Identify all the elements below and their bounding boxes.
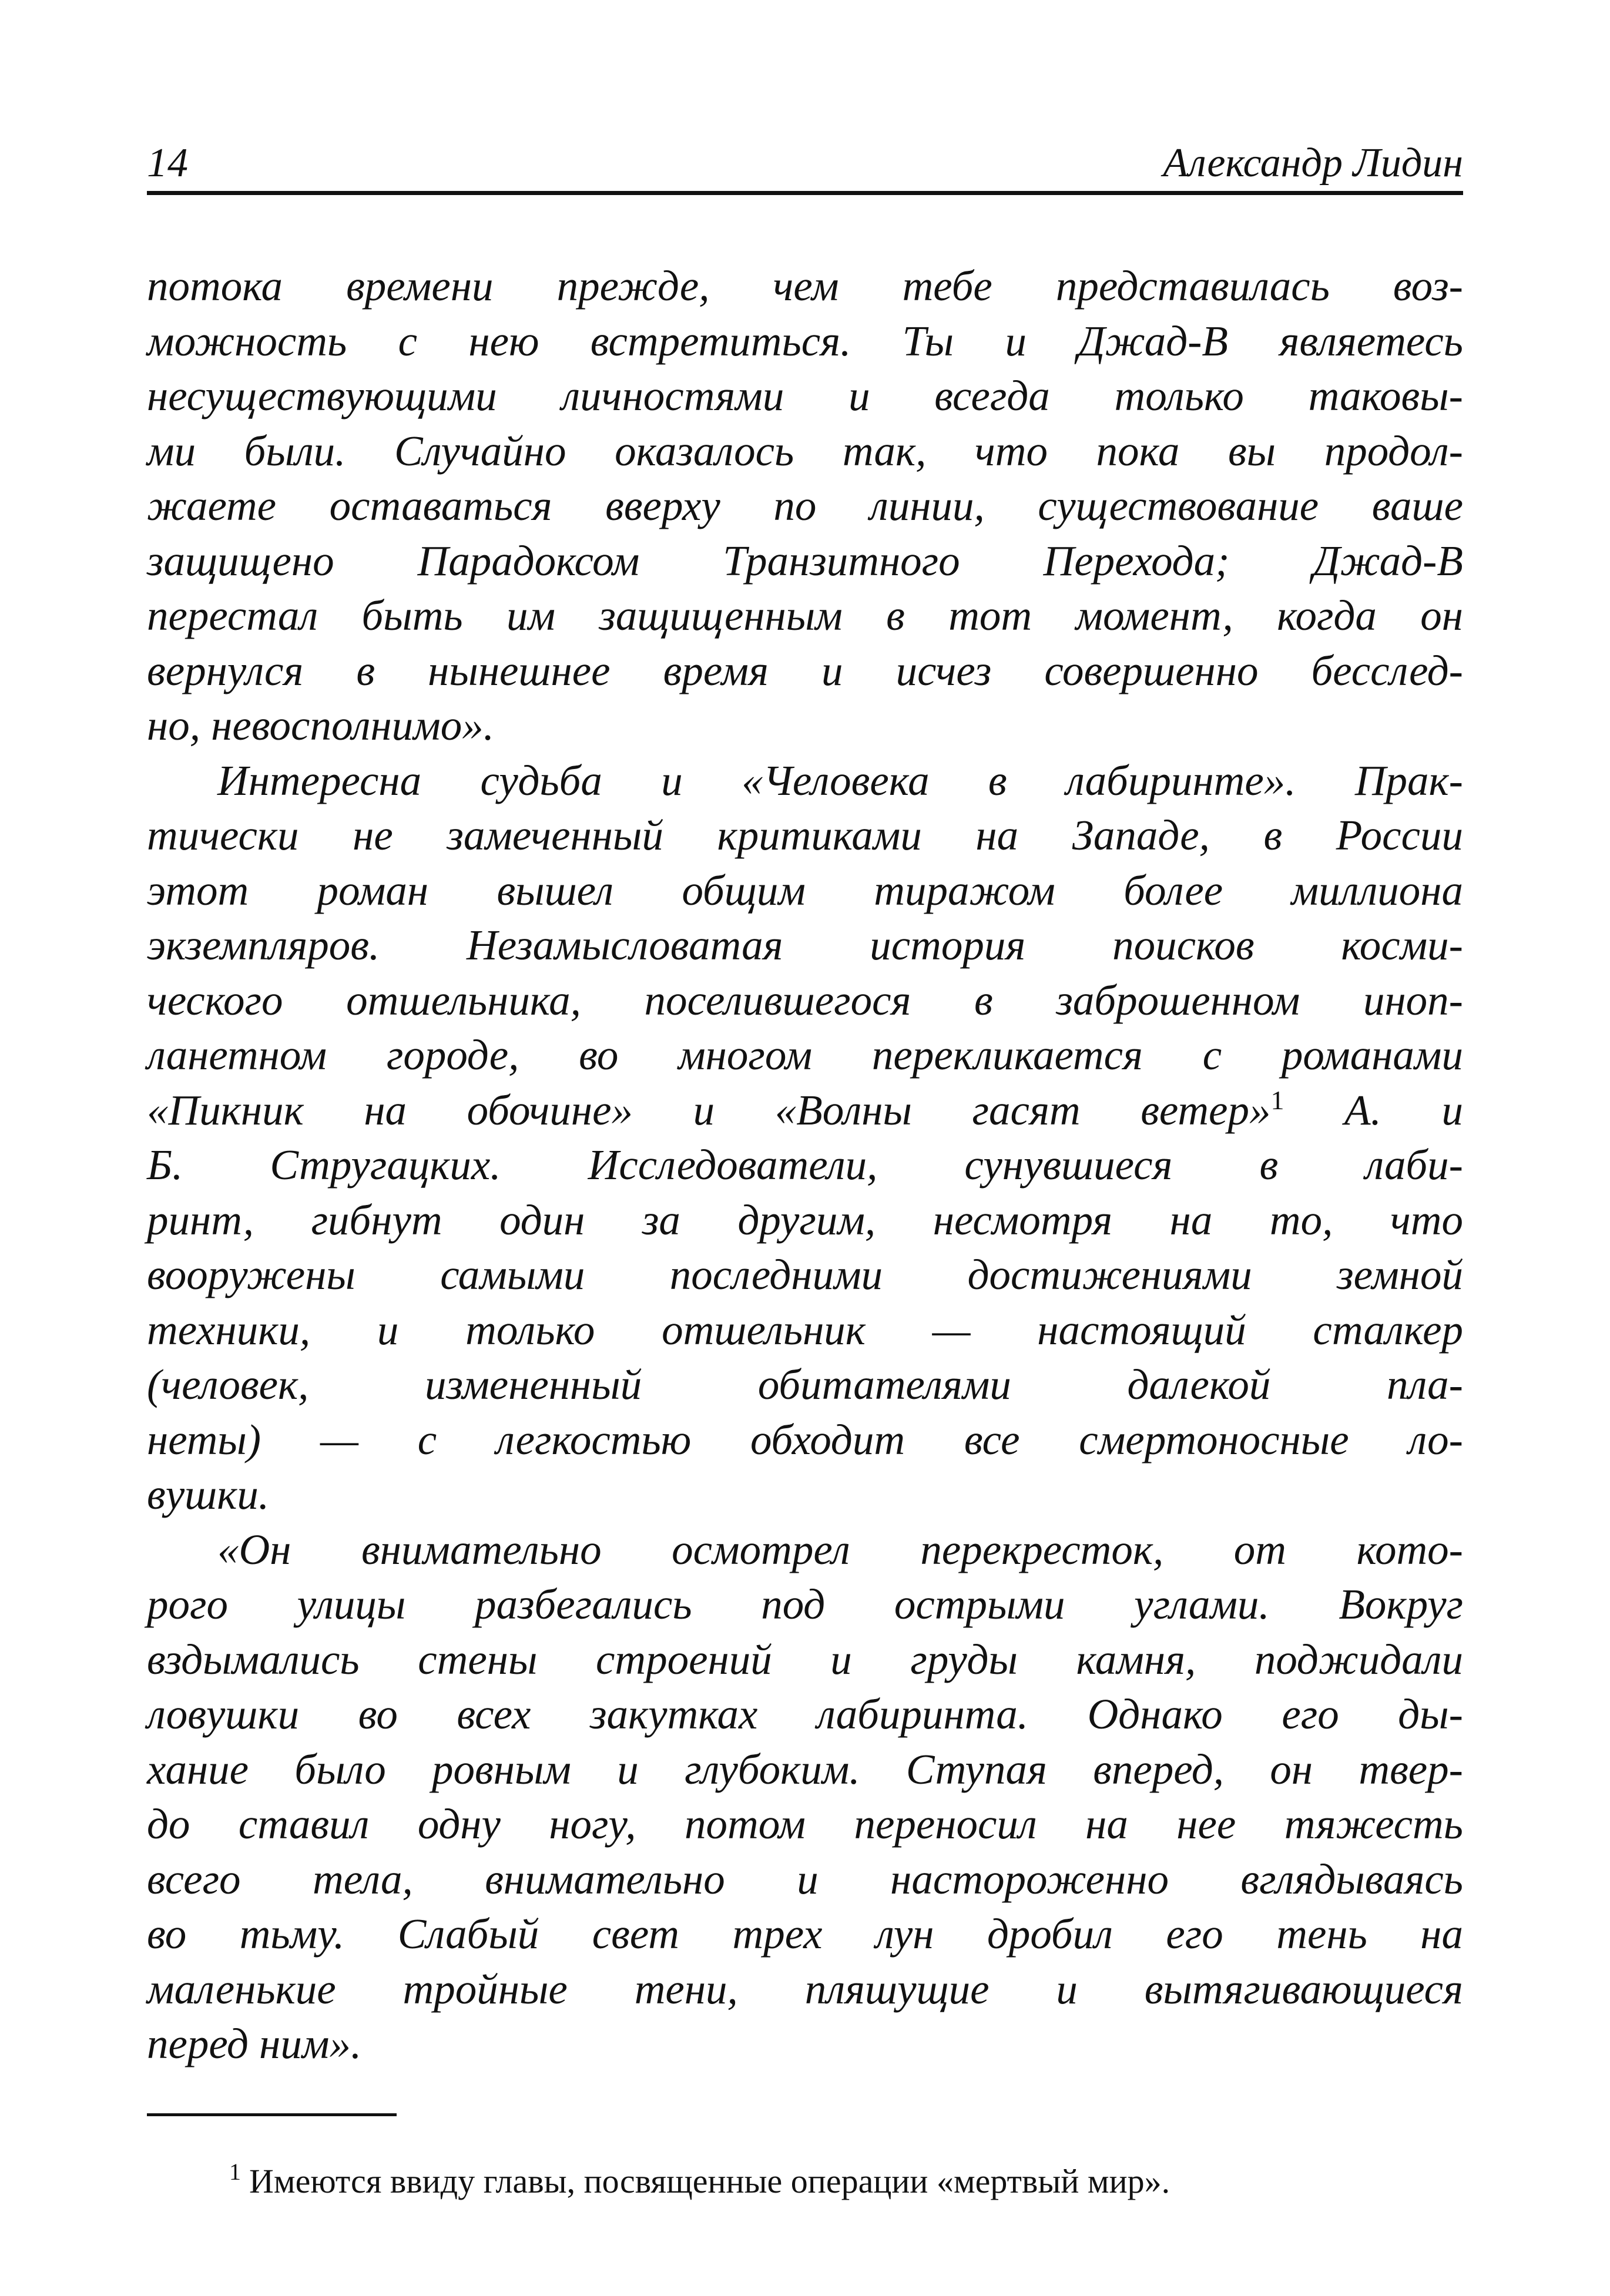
text-line: ческого отшельника, поселившегося в заброшенном иноп- <box>147 976 1463 1024</box>
text-line: маленькие тройные тени, пляшущие и вытягивающиеся <box>147 1965 1463 2013</box>
footnote-reference: 1 <box>1270 1085 1284 1115</box>
line-text-tail: А. и <box>1284 1086 1464 1134</box>
paragraph-end-line: но, невосполнимо». <box>147 701 495 749</box>
text-line: ми были. Случайно оказалось так, что пока вы продол- <box>147 427 1463 475</box>
text-line: до ставил одну ногу, потом переносил на нее тяжесть <box>147 1800 1463 1848</box>
text-line: жаете оставаться вверху по линии, существование ваше <box>147 482 1463 529</box>
text-line: техники, и только отшельник — настоящий сталкер <box>147 1305 1463 1354</box>
running-head <box>147 134 1463 193</box>
text-line: можность с нею встретиться. Ты и Джад-В являетесь <box>147 317 1463 365</box>
text-line: всего тела, внимательно и настороженно вглядываясь <box>147 1855 1463 1903</box>
footnote-marker: 1 <box>229 2159 241 2185</box>
text-line-with-footnote <box>147 1083 1463 1138</box>
text-line: Б. Стругацких. Исследователи, сунувшиеся в лаби- <box>147 1141 1463 1189</box>
text-line: перестал быть им защищенным в тот момент, когда он <box>147 592 1463 639</box>
footnote <box>229 2155 1170 2208</box>
paragraph-start-line: Интересна судьба и «Человека в лабиринте». Прак- <box>217 756 1463 804</box>
text-line: неты) — с легкостью обходит все смертоносные ло- <box>147 1415 1463 1463</box>
text-line: несуществующими личностями и всегда только таковы- <box>147 372 1463 419</box>
footnote-rule <box>147 2113 397 2116</box>
text-line: во тьму. Слабый свет трех лун дробил его тень на <box>147 1910 1463 1958</box>
footnote-text: Имеются ввиду главы, посвященные операции «мертвый мир». <box>249 2162 1170 2200</box>
paragraph-start-line: «Он внимательно осмотрел перекресток, от кото- <box>217 1525 1463 1573</box>
text-line: потока времени прежде, чем тебе представилась воз- <box>147 262 1463 310</box>
paragraph-end-line: перед ним». <box>147 2020 362 2067</box>
page-number: 14 <box>147 140 188 186</box>
text-line: хание было ровным и глубоким. Ступая вперед, он твер- <box>147 1745 1463 1793</box>
body-text <box>147 259 1463 2072</box>
paragraph-end-line: вушки. <box>147 1471 270 1518</box>
text-line: тически не замеченный критиками на Западе, в России <box>147 811 1463 859</box>
text-line: экземпляров. Незамысловатая история поисков косми- <box>147 921 1463 969</box>
book-page <box>147 0 1463 2296</box>
text-line: защищено Парадоксом Транзитного Перехода; Джад-В <box>147 536 1463 585</box>
text-line: этот роман вышел общим тиражом более миллиона <box>147 866 1463 914</box>
running-title: Александр Лидин <box>1163 140 1463 186</box>
text-line: (человек, измененный обитателями далекой пла- <box>147 1361 1463 1408</box>
text-line: вооружены самыми последними достижениями земной <box>147 1251 1463 1298</box>
text-line: ловушки во всех закутках лабиринта. Однако его ды- <box>147 1690 1463 1738</box>
line-text: «Пикник на обочине» и «Волны гасят ветер» <box>147 1086 1271 1134</box>
text-line: вздымались стены строений и груды камня, поджидали <box>147 1635 1463 1683</box>
text-line: рого улицы разбегались под острыми углами. Вокруг <box>147 1580 1463 1628</box>
text-line: ринт, гибнут один за другим, несмотря на то, что <box>147 1196 1463 1244</box>
text-line: ланетном городе, во многом перекликается с романами <box>147 1031 1463 1079</box>
header-rule <box>147 191 1463 195</box>
text-line: вернулся в нынешнее время и исчез совершенно бесслед- <box>147 646 1463 694</box>
